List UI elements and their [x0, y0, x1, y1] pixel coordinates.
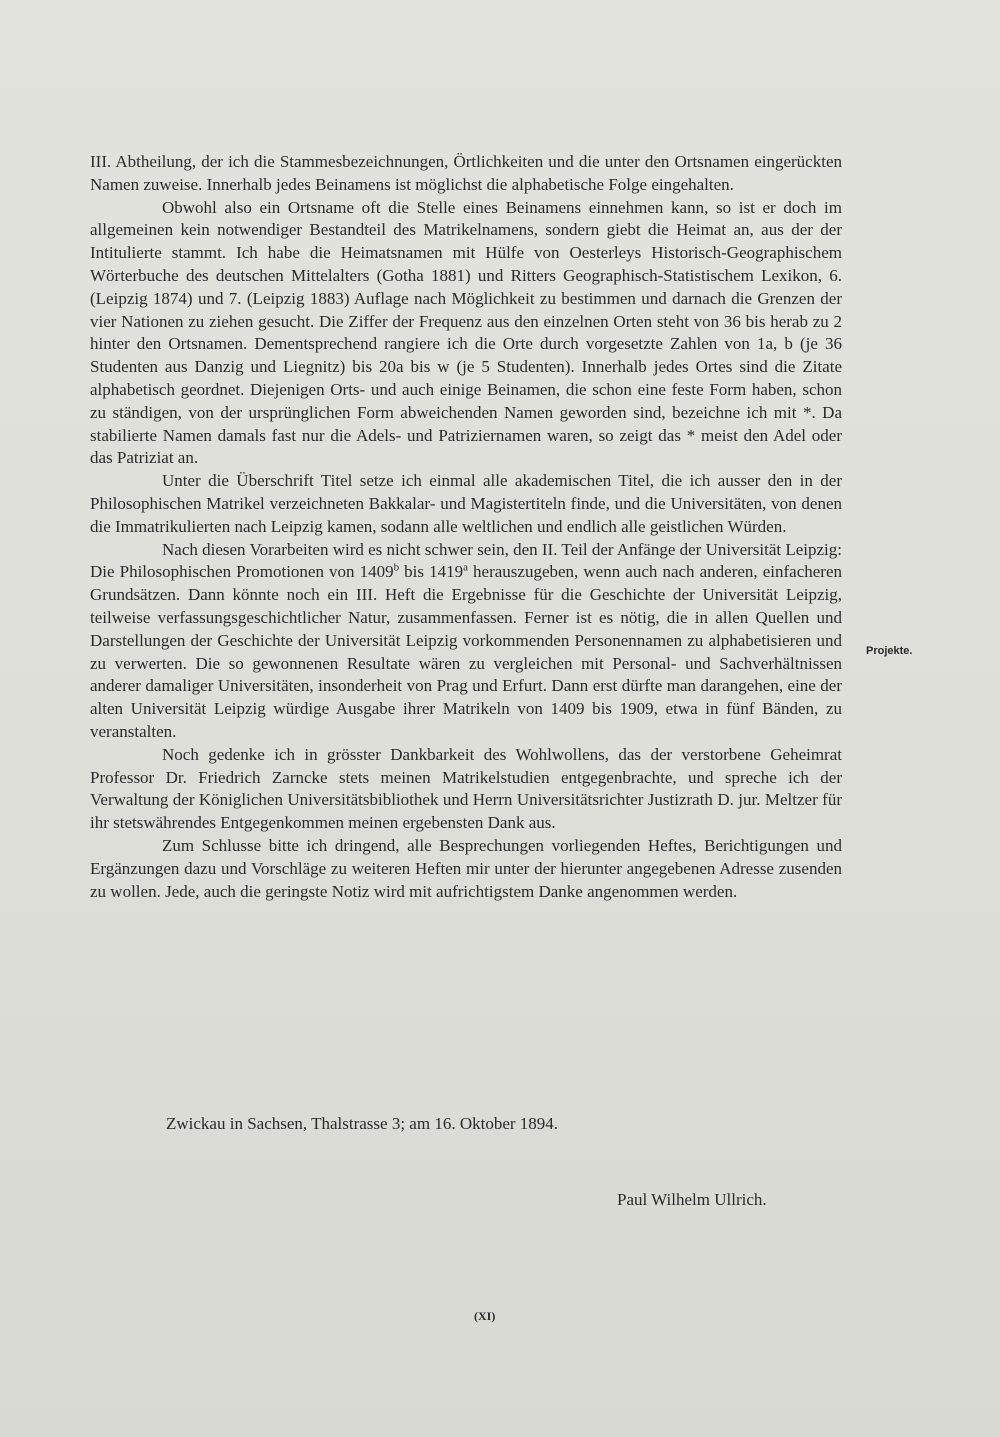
signature: Paul Wilhelm Ullrich. [617, 1190, 767, 1209]
paragraph-6: Zum Schlusse bitte ich dringend, alle Besprechungen vorliegenden Heftes, Berichtigungen und Ergänzungen dazu und Vorschläge zu weiteren Heften mir unter der hierunter angegebenen Adresse zusenden zu wollen. Jede, auch die geringste Notiz wird mit aufrichtigstem Danke angenommen werden. [90, 835, 842, 901]
paragraph-2: Obwohl also ein Ortsname oft die Stelle eines Beinamens einnehmen kann, so ist er doch im allgemeinen kein notwendiger Bestandteil des Matrikelnamens, sondern giebt die Heimat an, aus der der Intitulierte stammt. Ich habe die Heimatsnamen mit Hülfe von Oesterleys Historisch-Geographischem Wörterbuche des deutschen Mittelalters (Gotha 1881) und Ritters Geographisch-Statistischem Lexikon, 6. (Leipzig 1874) und 7. (Leipzig 1883) Auflage nach Möglichkeit zu bestimmen und darnach die Grenzen der vier Nationen zu ziehen gesucht. Die Ziffer der Frequenz aus den einzelnen Orten steht von 36 bis herab zu 2 hinter den Ortsnamen. Dementsprechend rangiere ich die Orte durch vorgesetzte Zahlen von 1a, b (je 36 Studenten aus Danzig und Liegnitz) bis 20a bis w (je 5 Studenten). Innerhalb jedes Ortes sind die Zitate alphabetisch geordnet. Diejenigen Orts- und auch einige Beinamen, die schon eine feste Form haben, schon zu ständigen, von der ursprünglichen Form abweichenden Namen geworden sind, bezeichne ich mit *. Da stabilierte Namen damals fast nur die Adels- und Patriziernamen waren, so zeigt das * meist den Adel oder das Patriziat an. [90, 197, 842, 468]
margin-note: Projekte. [866, 645, 913, 657]
page-number: (XI) [474, 1309, 496, 1323]
dateline: Zwickau in Sachsen, Thalstrasse 3; am 16. Oktober 1894. [166, 1114, 559, 1133]
paragraph-3: Unter die Überschrift Titel setze ich einmal alle akademischen Titel, die ich ausser den in der Philosophischen Matrikel verzeichneten Bakkalar- und Magistertiteln finde, und die Universitäten, von denen die Immatrikulierten nach Leipzig kamen, sodann alle weltlichen und endlich alle geistlichen Würden. [90, 471, 842, 536]
paragraph-4 [90, 539, 842, 744]
paragraph-4-part-1: Nach diesen Vorarbeiten wird es nicht schwer sein, den II. Teil der Anfänge der Universität Leipzig: Die Philosophischen Promotionen von 1409 [90, 539, 843, 582]
paragraph-1: III. Abtheilung, der ich die Stammesbezeichnungen, Örtlichkeiten und die unter den Ortsnamen eingerückten Namen zuweise. Innerhalb jedes Beinamens ist möglichst die alphabetische Folge eingehalten. [90, 152, 842, 194]
superscript-a: a [463, 561, 468, 574]
paragraph-4-part-3: herauszugeben, wenn auch nach anderen, einfacheren Grundsätzen. Dann könnte noch ein III. Heft die Ergebnisse für die Geschichte der Universität Leipzig, teilweise verfassungsgeschichtlicher Natur, zusammenfassen. Ferner ist es nötig, die in allen Quellen und Darstellungen der Geschichte der Universität Leipzig vorkommenden Personennamen zu alphabetisieren und zu verwerten. Die so gewonnenen Resultate wären zu vergleichen mit Personal- und Sachverhältnissen anderer damaliger Universitäten, insonderheit von Prag und Erfurt. Dann erst dürfte man darangehen, eine der alten Universität Leipzig würdige Ausgabe ihrer Matrikeln von 1409 bis 1909, etwa in fünf Bänden, zu veranstalten. [90, 562, 842, 741]
superscript-b: b [393, 561, 400, 574]
paragraph-4-part-2: bis 1419 [399, 562, 464, 582]
paragraph-5: Noch gedenke ich in grösster Dankbarkeit des Wohlwollens, das der verstorbene Geheimrat Professor Dr. Friedrich Zarncke stets meinen Matrikelstudien entgegenbrachte, und spreche ich der Verwaltung der Königlichen Universitätsbibliothek und Herrn Universitätsrichter Justizrath D. jur. Meltzer für ihr stetswährendes Entgegenkommen meinen ergebensten Dank aus. [90, 744, 842, 833]
body-text [90, 151, 842, 903]
